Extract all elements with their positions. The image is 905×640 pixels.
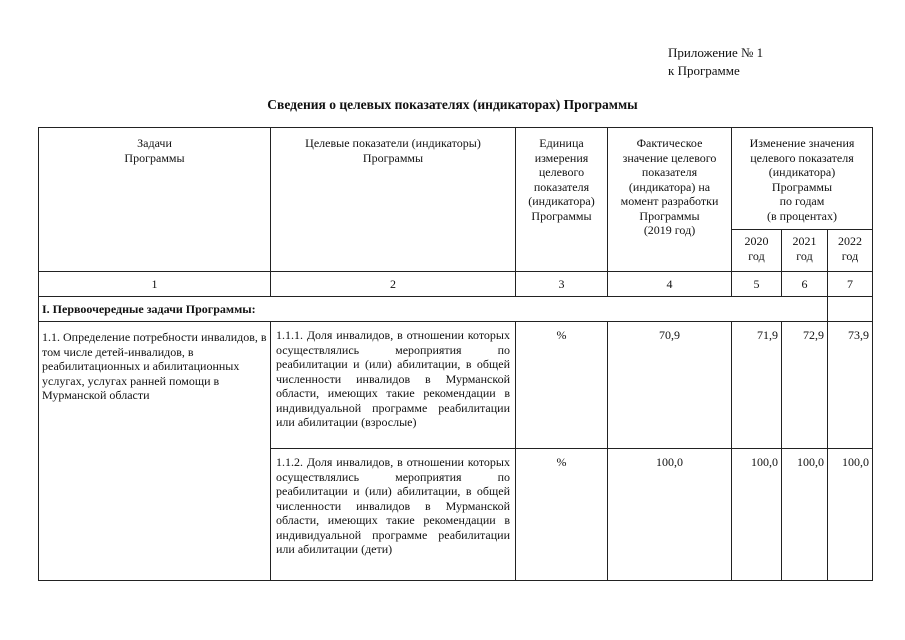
appendix-note bbox=[668, 44, 763, 80]
year-2020-label: 2020 год bbox=[744, 234, 769, 263]
indicator-cell: 1.1.1. Доля инвалидов, в отношении которых осуществлялись мероприятия по реабилитации и (или) абилитации, в общей численности инвалидов в Мурманской области, имеющих такие рекомендации в индивидуальной программе реабилитации или абилитации (взрослые) bbox=[271, 322, 516, 449]
section-blank-cell bbox=[828, 297, 873, 322]
column-number: 7 bbox=[828, 272, 873, 297]
value-2021-cell: 72,9 bbox=[782, 322, 828, 449]
header-change-label: Изменение значения целевого показателя (индикатора) Программы по годам (в процентах) bbox=[749, 136, 855, 223]
column-number: 4 bbox=[608, 272, 732, 297]
actual-value-cell: 70,9 bbox=[608, 322, 732, 449]
header-tasks-label: Задачи Программы bbox=[124, 136, 185, 165]
header-year-2021 bbox=[782, 230, 828, 272]
actual-value-cell: 100,0 bbox=[608, 449, 732, 581]
year-2021-label: 2021 год bbox=[792, 234, 817, 263]
header-row bbox=[39, 128, 873, 230]
header-tasks bbox=[39, 128, 271, 272]
value-2020-cell: 100,0 bbox=[732, 449, 782, 581]
appendix-line-2: к Программе bbox=[668, 63, 740, 78]
header-actual-label: Фактическое значение целевого показателя (индикатора) на момент разработки Программы (2019 год) bbox=[620, 136, 719, 237]
column-number: 1 bbox=[39, 272, 271, 297]
table-row bbox=[39, 322, 873, 449]
column-number: 5 bbox=[732, 272, 782, 297]
appendix-line-1: Приложение № 1 bbox=[668, 45, 764, 60]
header-year-2022 bbox=[828, 230, 873, 272]
task-cell: 1.1. Определение потребности инвалидов, в том числе детей-инвалидов, в реабилитационных и абилитационных услугах, услугах ранней помощи в Мурманской области bbox=[39, 322, 271, 581]
page-title: Сведения о целевых показателях (индикаторах) Программы bbox=[267, 97, 638, 112]
unit-cell: % bbox=[516, 449, 608, 581]
section-row bbox=[39, 297, 873, 322]
unit-cell: % bbox=[516, 322, 608, 449]
column-number: 3 bbox=[516, 272, 608, 297]
indicator-cell: 1.1.2. Доля инвалидов, в отношении которых осуществлялись мероприятия по реабилитации и (или) абилитации, в общей численности инвалидов в Мурманской области, имеющих такие рекомендации в индивидуальной программе реабилитации или абилитации (дети) bbox=[271, 449, 516, 581]
column-number: 6 bbox=[782, 272, 828, 297]
value-2022-cell: 73,9 bbox=[828, 322, 873, 449]
header-indicators-label: Целевые показатели (индикаторы) Программы bbox=[305, 136, 481, 165]
header-indicators bbox=[271, 128, 516, 272]
column-number: 2 bbox=[271, 272, 516, 297]
value-2022-cell: 100,0 bbox=[828, 449, 873, 581]
value-2021-cell: 100,0 bbox=[782, 449, 828, 581]
section-title: I. Первоочередные задачи Программы: bbox=[39, 297, 828, 322]
header-year-2020 bbox=[732, 230, 782, 272]
header-unit-label: Единица измерения целевого показателя (индикатора) Программы bbox=[528, 136, 595, 223]
value-2020-cell: 71,9 bbox=[732, 322, 782, 449]
year-2022-label: 2022 год bbox=[838, 234, 862, 263]
header-actual bbox=[608, 128, 732, 272]
column-numbers-row bbox=[39, 272, 873, 297]
header-change bbox=[732, 128, 873, 230]
indicators-table bbox=[38, 127, 873, 581]
header-unit bbox=[516, 128, 608, 272]
